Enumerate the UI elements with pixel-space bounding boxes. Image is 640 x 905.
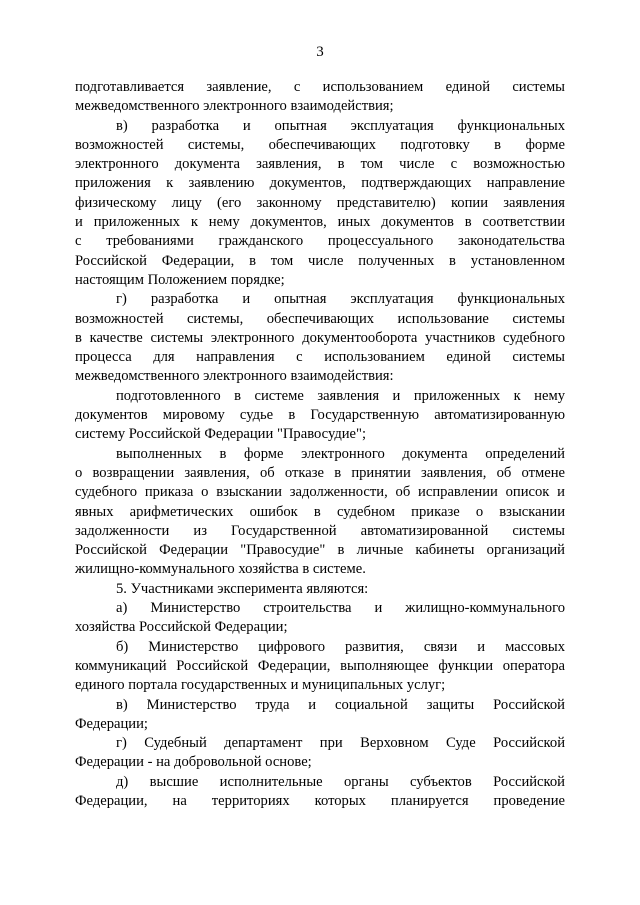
text-line: физическому лицу (его законному представителю) копии заявления — [75, 194, 565, 211]
text-line: документов мировому судье в Государственную автоматизированную — [75, 407, 565, 424]
text-line: жилищно-коммунального хозяйства в системе. — [75, 561, 366, 578]
text-line: возможностей системы, обеспечивающих подготовку в форме — [75, 136, 565, 153]
text-line: процесса для направления с использованием единой системы — [75, 349, 565, 366]
text-line: приложения к заявлению документов, подтверждающих направление — [75, 175, 565, 192]
text-line: задолженности из Государственной автоматизированной системы — [75, 522, 565, 539]
text-line: Федерации, на территориях которых планируется проведение — [75, 792, 565, 809]
text-line: 5. Участниками эксперимента являются: — [116, 580, 369, 597]
text-line: и приложенных к нему документов, иных документов в соответствии — [75, 214, 565, 231]
text-line: г) разработка и опытная эксплуатация функциональных — [116, 291, 565, 308]
text-line: настоящим Положением порядке; — [75, 271, 285, 288]
document-body — [75, 78, 565, 811]
text-line: единого портала государственных и муниципальных услуг; — [75, 677, 446, 694]
text-line: в) разработка и опытная эксплуатация функциональных — [116, 117, 565, 134]
text-line: д) высшие исполнительные органы субъектов Российской — [116, 773, 565, 790]
text-line: явных арифметических ошибок в судебном приказе о взыскании — [75, 503, 565, 520]
text-line: г) Судебный департамент при Верховном Суде Российской — [116, 735, 565, 752]
text-line: о возвращении заявления, об отказе в принятии заявления, об отмене — [75, 464, 565, 481]
page-number: 3 — [316, 44, 324, 60]
text-line: а) Министерство строительства и жилищно-коммунального — [116, 600, 565, 617]
text-line: с требованиями гражданского процессуального законодательства — [75, 233, 565, 250]
text-line: Федерации; — [75, 715, 148, 732]
text-line: коммуникаций Российской Федерации, выполняющее функции оператора — [75, 657, 565, 674]
text-line: возможностей системы, обеспечивающих использование системы — [75, 310, 565, 327]
text-line: судебного приказа о взыскании задолженности, об исправлении описок и — [75, 484, 565, 501]
text-line: в качестве системы электронного документооборота участников судебного — [75, 329, 565, 346]
text-line: электронного документа заявления, в том числе с возможностью — [75, 156, 565, 173]
text-line: Федерации - на добровольной основе; — [75, 754, 312, 771]
text-line: Российской Федерации, в том числе полученных в установленном — [75, 252, 565, 269]
text-line: подготовленного в системе заявления и приложенных к нему — [116, 387, 565, 404]
text-line: выполненных в форме электронного документа определений — [116, 445, 565, 462]
text-line: хозяйства Российской Федерации; — [75, 619, 288, 636]
text-line: систему Российской Федерации "Правосудие"; — [75, 426, 367, 443]
text-line: б) Министерство цифрового развития, связи и массовых — [116, 638, 565, 655]
text-line: межведомственного электронного взаимодействия; — [75, 98, 394, 115]
text-line: межведомственного электронного взаимодействия: — [75, 368, 394, 385]
text-line: подготавливается заявление, с использованием единой системы — [75, 79, 565, 95]
text-line: Российской Федерации "Правосудие" в личные кабинеты организаций — [75, 542, 565, 559]
text-line: в) Министерство труда и социальной защиты Российской — [116, 696, 565, 713]
